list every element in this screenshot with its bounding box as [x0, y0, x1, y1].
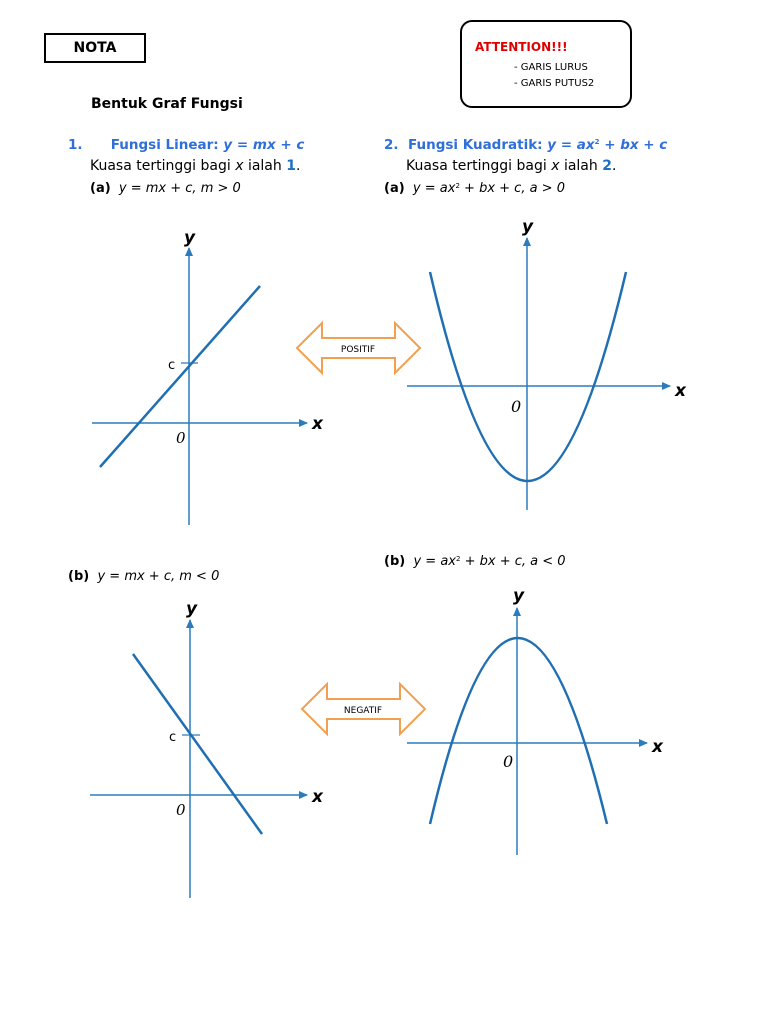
- section1-name: Fungsi Linear:: [110, 137, 219, 153]
- attention-item-dashed-line: - GARIS PUTUS2: [514, 78, 595, 89]
- x-axis-label: x: [652, 737, 663, 757]
- arrow-label: NEGATIF: [343, 706, 383, 716]
- graph-quadratic-positive: [407, 217, 687, 510]
- downward-parabola: [430, 638, 607, 824]
- case-b-label: (b): [68, 569, 90, 584]
- y-axis-label: y: [522, 217, 534, 237]
- section2-desc-mid: ialah: [563, 158, 598, 174]
- case-a-label: (a): [90, 181, 111, 196]
- x-axis-label: x: [312, 787, 323, 807]
- section1-desc-value: 1: [286, 158, 296, 174]
- section1-desc-mid: ialah: [247, 158, 282, 174]
- x-axis-label: x: [675, 381, 686, 401]
- case-a-formula-main: y = ax: [412, 181, 456, 196]
- x-axis-label: x: [312, 414, 323, 434]
- case-b-exponent: 2: [455, 555, 461, 563]
- attention-title: ATTENTION!!!: [475, 40, 568, 54]
- arrow-label: POSITIF: [340, 345, 376, 355]
- case-a-exponent: 2: [455, 182, 460, 190]
- section2-formula-rest: + bx + c: [604, 137, 668, 153]
- section1-desc-suffix: .: [295, 158, 301, 174]
- nota-label: NOTA: [44, 33, 146, 63]
- y-axis-label: y: [186, 599, 198, 619]
- negative-double-arrow: [302, 684, 425, 734]
- case-a-label: (a): [384, 181, 405, 196]
- case-b-label: (b): [384, 554, 406, 569]
- section2-number: 2.: [384, 137, 399, 153]
- section2-formula-main: y = ax: [547, 137, 595, 153]
- case-a-formula-rest: + bx + c, a > 0: [464, 181, 565, 196]
- section2-name: Fungsi Kuadratik:: [407, 137, 543, 153]
- section2-desc-value: 2: [602, 158, 612, 174]
- case-b-formula-rest: + bx + c, a < 0: [464, 554, 566, 569]
- intercept-label: c: [168, 358, 176, 373]
- case-b-formula: y = mx + c, m < 0: [97, 569, 220, 584]
- graph-linear-negative: [90, 599, 324, 898]
- y-axis-label: y: [184, 228, 196, 248]
- y-axis-label: y: [513, 586, 525, 606]
- section1-desc-var: x: [235, 158, 244, 174]
- case-a-formula: y = mx + c, m > 0: [118, 181, 241, 196]
- origin-label: 0: [176, 801, 186, 819]
- section1-formula: y = mx + c: [223, 137, 305, 153]
- upward-parabola: [430, 272, 626, 481]
- graph-linear-positive: [92, 228, 324, 525]
- intercept-label: c: [169, 730, 177, 745]
- section2-desc-var: x: [551, 158, 560, 174]
- origin-label: 0: [511, 397, 522, 416]
- section1-desc-prefix: Kuasa tertinggi bagi: [90, 158, 231, 174]
- graph-quadratic-negative: [407, 586, 664, 855]
- section1-number: 1.: [68, 137, 83, 153]
- case-b-formula-main: y = ax: [413, 554, 456, 569]
- attention-item-straight-line: - GARIS LURUS: [514, 62, 588, 73]
- page-heading: Bentuk Graf Fungsi: [91, 96, 243, 112]
- section2-formula-exponent: 2: [594, 138, 600, 146]
- origin-label: 0: [176, 429, 186, 447]
- negative-slope-line: [133, 654, 262, 834]
- origin-label: 0: [503, 752, 514, 771]
- positive-double-arrow: [297, 323, 420, 373]
- section2-desc-suffix: .: [611, 158, 617, 174]
- section2-desc-prefix: Kuasa tertinggi bagi: [406, 158, 547, 174]
